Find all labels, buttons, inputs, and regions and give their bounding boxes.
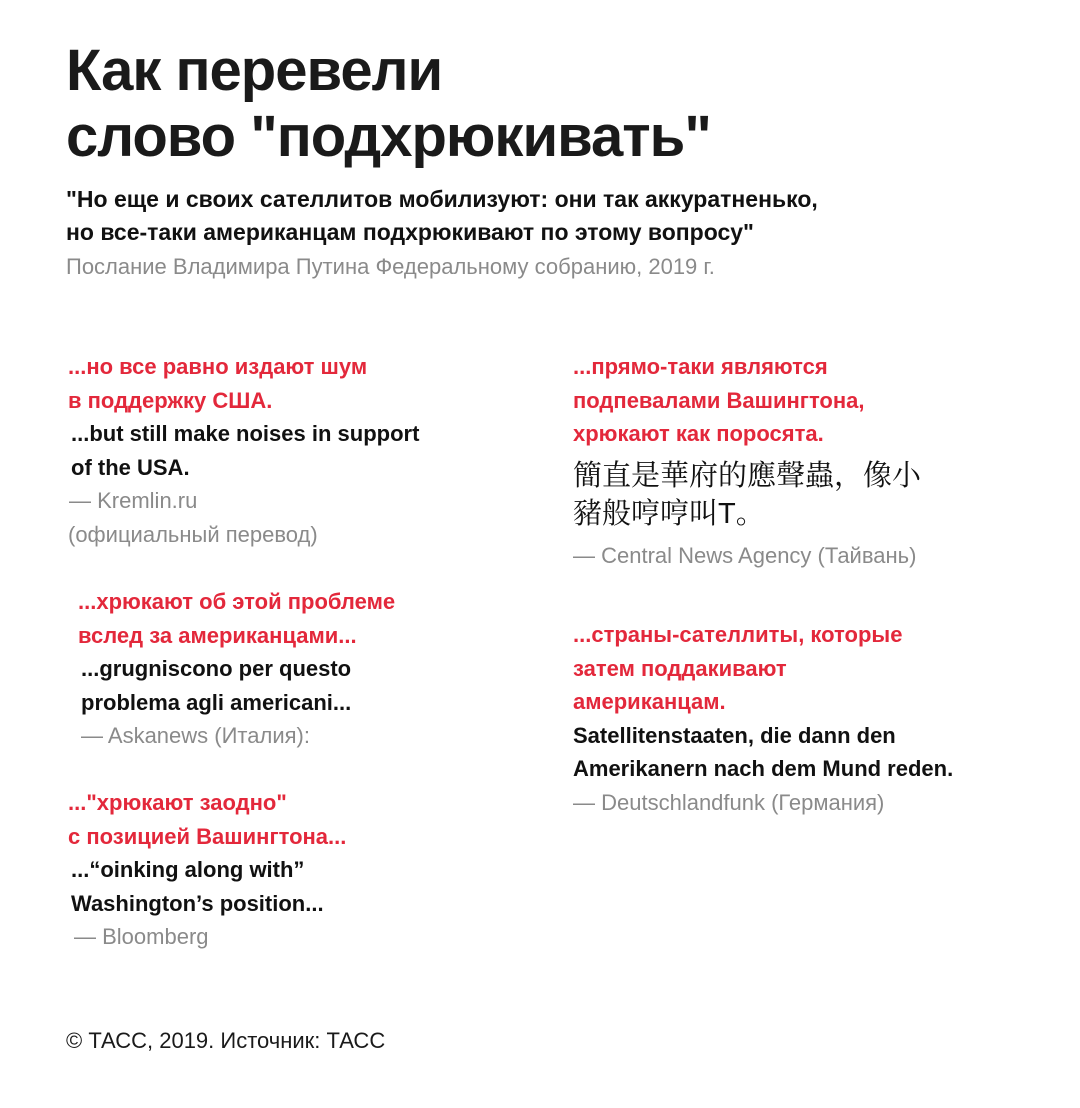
translated-text-line: Satellitenstaaten, die dann den <box>573 722 896 748</box>
translated-text-line: 豬般哼哼叫T。 <box>573 497 765 530</box>
russian-variant-line: ..."хрюкают заодно" <box>68 790 287 815</box>
translation-central-news-agency <box>573 350 921 572</box>
footer-credit: © ТАСС, 2019. Источник: ТАСС <box>66 1028 386 1053</box>
russian-variant-line: подпевалами Вашингтона, <box>573 387 865 413</box>
source-label: — Deutschlandfunk (Германия) <box>573 789 885 815</box>
translated-text-line: ...“oinking along with” <box>71 857 305 882</box>
russian-variant-line: ...прямо-таки являются <box>573 354 828 379</box>
russian-variant-line: ...но все равно издают шум <box>68 354 368 379</box>
putin-quote <box>66 183 1026 249</box>
translated-text-line: ...but still make noises in support <box>71 421 420 446</box>
translated-text-line: Washington’s position... <box>71 890 324 916</box>
translation-askanews <box>78 585 395 753</box>
source-label: — Kremlin.ru <box>69 488 198 513</box>
quote-line-1: "Но еще и своих сателлитов мобилизуют: они так аккуратненько, <box>66 186 818 212</box>
title-line-1: Как перевели <box>66 38 443 103</box>
translated-text-line: Amerikanern nach dem Mund reden. <box>573 756 954 781</box>
translation-kremlin <box>68 350 419 551</box>
translated-text-line: problema agli americani... <box>81 689 352 715</box>
translated-text-line: ...grugniscono per questo <box>81 656 352 681</box>
russian-variant-line: затем поддакивают <box>573 655 787 681</box>
source-label: — Bloomberg <box>74 924 209 949</box>
title-line-2: слово "подхрюкивать" <box>66 104 711 169</box>
translated-text-line: 簡直是華府的應聲蟲，像小 <box>573 459 922 492</box>
source-label: — Askanews (Италия): <box>81 723 310 748</box>
quote-source: Послание Владимира Путина Федеральному собранию, 2019 г. <box>66 254 715 279</box>
quote-line-2: но все-таки американцам подхрюкивают по этому вопросу" <box>66 219 754 245</box>
russian-variant-line: ...страны-сателлиты, которые <box>573 622 903 647</box>
translation-bloomberg <box>68 786 346 954</box>
russian-variant-line: ...хрюкают об этой проблеме <box>78 589 396 614</box>
russian-variant-line: с позицией Вашингтона... <box>68 823 347 849</box>
translation-deutschlandfunk <box>573 618 953 819</box>
page-title <box>66 38 1026 170</box>
russian-variant-line: в поддержку США. <box>68 387 273 413</box>
russian-variant-line: вслед за американцами... <box>78 622 357 648</box>
source-label: — Central News Agency (Тайвань) <box>573 542 917 568</box>
russian-variant-line: американцам. <box>573 689 726 714</box>
translated-text-line: of the USA. <box>71 454 190 480</box>
source-label: (официальный перевод) <box>68 521 318 547</box>
russian-variant-line: хрюкают как поросята. <box>573 421 824 446</box>
